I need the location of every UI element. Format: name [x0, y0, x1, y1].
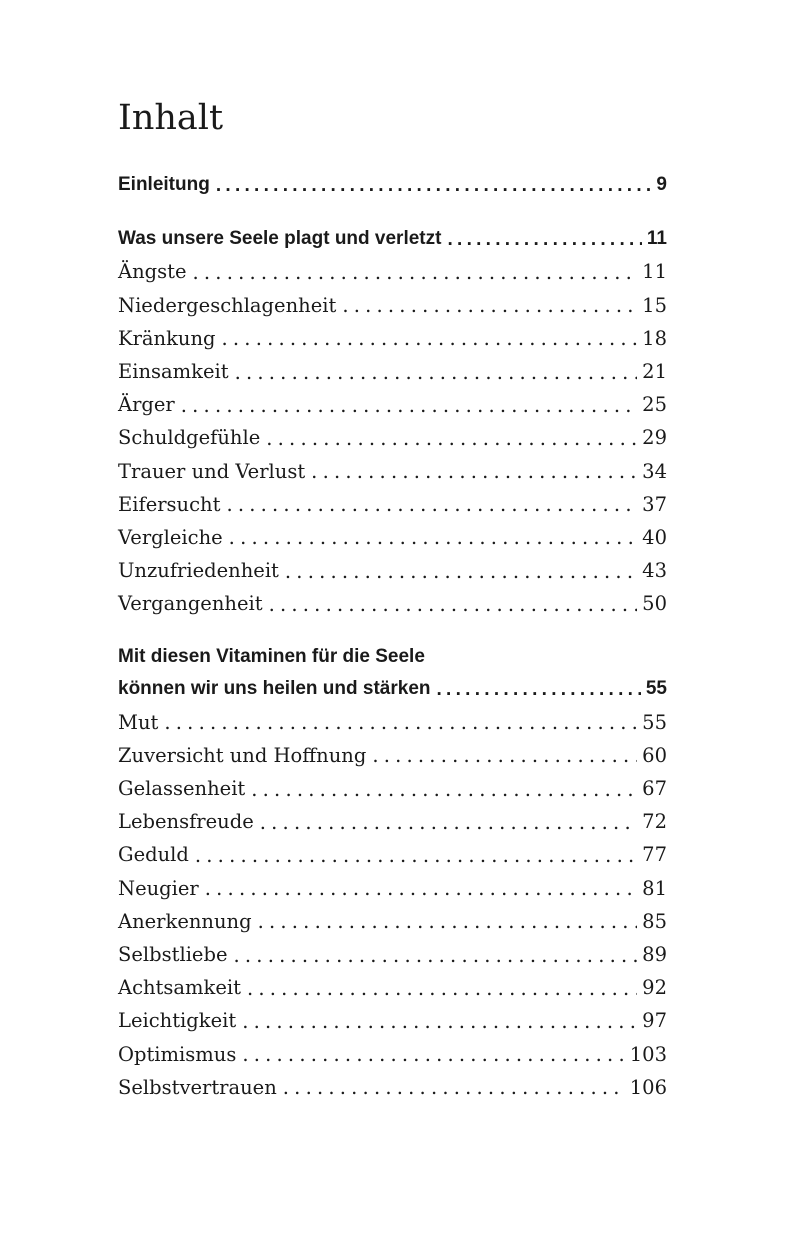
dot-leader	[195, 845, 637, 865]
toc-entry-label: Niedergeschlagenheit	[118, 293, 337, 317]
toc-entry-row[interactable]	[118, 805, 667, 838]
toc-intro-label: Einleitung	[118, 174, 210, 195]
toc-section-page: 55	[645, 678, 667, 700]
section-spacer	[118, 201, 667, 222]
toc-entry-page: 29	[642, 426, 667, 450]
toc-entry-row[interactable]	[118, 587, 667, 620]
toc-entry-label: Kränkung	[118, 326, 216, 350]
toc-entry-row[interactable]	[118, 488, 667, 521]
dot-leader	[242, 1011, 637, 1031]
toc-entry-row[interactable]	[118, 554, 667, 587]
toc-entry-page: 40	[642, 525, 667, 549]
dot-leader	[342, 295, 637, 315]
toc-entry-label: Trauer und Verlust	[118, 459, 306, 483]
table-of-contents-page	[118, 92, 667, 1104]
dot-leader	[229, 528, 638, 548]
toc-entry-row[interactable]	[118, 739, 667, 772]
dot-leader	[235, 362, 638, 382]
toc-entry-row[interactable]	[118, 355, 667, 388]
toc-entry-row[interactable]	[118, 289, 667, 322]
section-spacer	[118, 620, 667, 641]
toc-entry-page: 37	[642, 492, 667, 516]
toc-entry-row[interactable]	[118, 905, 667, 938]
toc-entry-label: Gelassenheit	[118, 777, 246, 800]
toc-entry-row[interactable]	[118, 388, 667, 421]
toc-entry-label: Ärger	[118, 393, 175, 417]
toc-entry-page: 18	[642, 326, 667, 350]
dot-leader	[193, 262, 638, 282]
dot-leader	[251, 779, 637, 799]
toc-entry-label: Leichtigkeit	[118, 1009, 237, 1033]
toc-entry-label: Optimismus	[118, 1042, 237, 1066]
toc-entry-page: 89	[642, 942, 667, 966]
toc-entry-label: Neugier	[118, 876, 199, 900]
toc-section-page: 11	[646, 228, 667, 250]
toc-list	[118, 168, 667, 1104]
toc-entry-label: Lebensfreude	[118, 810, 254, 834]
toc-entry-row[interactable]	[118, 1004, 667, 1037]
toc-entry-row[interactable]	[118, 838, 667, 871]
dot-leader	[242, 1044, 624, 1064]
toc-entry-label: Selbstvertrauen	[118, 1075, 277, 1099]
toc-entry-row[interactable]	[118, 971, 667, 1004]
dot-leader	[283, 1078, 625, 1098]
toc-entry-page: 85	[642, 909, 667, 933]
toc-entry-row[interactable]	[118, 706, 667, 739]
toc-section-heading-row[interactable]	[118, 222, 667, 255]
toc-entry-row[interactable]	[118, 1071, 667, 1104]
dot-leader	[266, 428, 637, 448]
toc-entry-page: 60	[642, 743, 667, 767]
toc-entry-page: 11	[642, 260, 667, 284]
toc-entry-row[interactable]	[118, 938, 667, 971]
toc-entry-page: 67	[642, 777, 667, 800]
dot-leader	[372, 746, 637, 766]
toc-entry-page: 55	[642, 710, 667, 734]
dot-leader	[258, 912, 638, 932]
dot-leader	[437, 680, 641, 699]
dot-leader	[234, 945, 638, 965]
page-title: Inhalt	[118, 98, 224, 138]
toc-entry-row[interactable]	[118, 1038, 667, 1071]
dot-leader	[226, 495, 637, 515]
dot-leader	[205, 878, 637, 898]
toc-entry-label: Achtsamkeit	[118, 976, 241, 1000]
toc-entry-page: 81	[642, 876, 667, 900]
toc-intro-page: 9	[656, 174, 667, 195]
toc-entry-label: Einsamkeit	[118, 359, 229, 383]
toc-entry-label: Eifersucht	[118, 492, 221, 516]
toc-section-heading-row[interactable]	[118, 672, 667, 705]
toc-entry-page: 77	[642, 843, 667, 867]
toc-entry-page: 50	[642, 592, 667, 616]
toc-entry-row[interactable]	[118, 322, 667, 355]
toc-entry-label: Mut	[118, 710, 159, 734]
dot-leader	[247, 978, 637, 998]
toc-entry-label: Geduld	[118, 843, 189, 867]
toc-entry-page: 72	[642, 810, 667, 834]
dot-leader	[311, 461, 637, 481]
toc-entry-row[interactable]	[118, 772, 667, 805]
dot-leader	[285, 561, 637, 581]
toc-entry-page: 21	[642, 359, 667, 383]
toc-entry-row[interactable]	[118, 872, 667, 905]
toc-intro-row[interactable]	[118, 168, 667, 201]
dot-leader	[260, 812, 637, 832]
toc-entry-label: Schuldgefühle	[118, 426, 261, 450]
toc-entry-page: 15	[642, 293, 667, 317]
toc-section-heading-line1: Mit diesen Vitaminen für die Seele	[118, 646, 425, 668]
toc-section-heading: Was unsere Seele plagt und verletzt	[118, 228, 442, 250]
toc-entry-page: 25	[642, 393, 667, 417]
toc-entry-page: 106	[629, 1075, 667, 1099]
toc-section-heading: können wir uns heilen und stärken	[118, 678, 431, 700]
dot-leader	[269, 594, 638, 614]
toc-entry-label: Selbstliebe	[118, 942, 228, 966]
toc-entry-label: Vergleiche	[118, 525, 223, 549]
toc-entry-label: Vergangenheit	[118, 592, 263, 616]
toc-entry-label: Zuversicht und Hoffnung	[118, 743, 367, 767]
toc-entry-page: 103	[629, 1042, 667, 1066]
toc-entry-row[interactable]	[118, 421, 667, 454]
dot-leader	[216, 175, 652, 194]
toc-entry-row[interactable]	[118, 255, 667, 288]
toc-entry-label: Ängste	[118, 260, 187, 284]
dot-leader	[181, 395, 637, 415]
toc-entry-label: Anerkennung	[118, 909, 252, 933]
toc-sections	[118, 201, 667, 1104]
toc-entry-page: 92	[642, 976, 667, 1000]
toc-entry-row[interactable]	[118, 455, 667, 488]
toc-entry-label: Unzufriedenheit	[118, 559, 279, 583]
dot-leader	[447, 229, 641, 248]
toc-entry-page: 97	[642, 1009, 667, 1033]
dot-leader	[222, 329, 638, 349]
toc-entry-page: 34	[642, 459, 667, 483]
dot-leader	[164, 712, 637, 732]
toc-entry-row[interactable]	[118, 521, 667, 554]
toc-entry-page: 43	[642, 559, 667, 583]
